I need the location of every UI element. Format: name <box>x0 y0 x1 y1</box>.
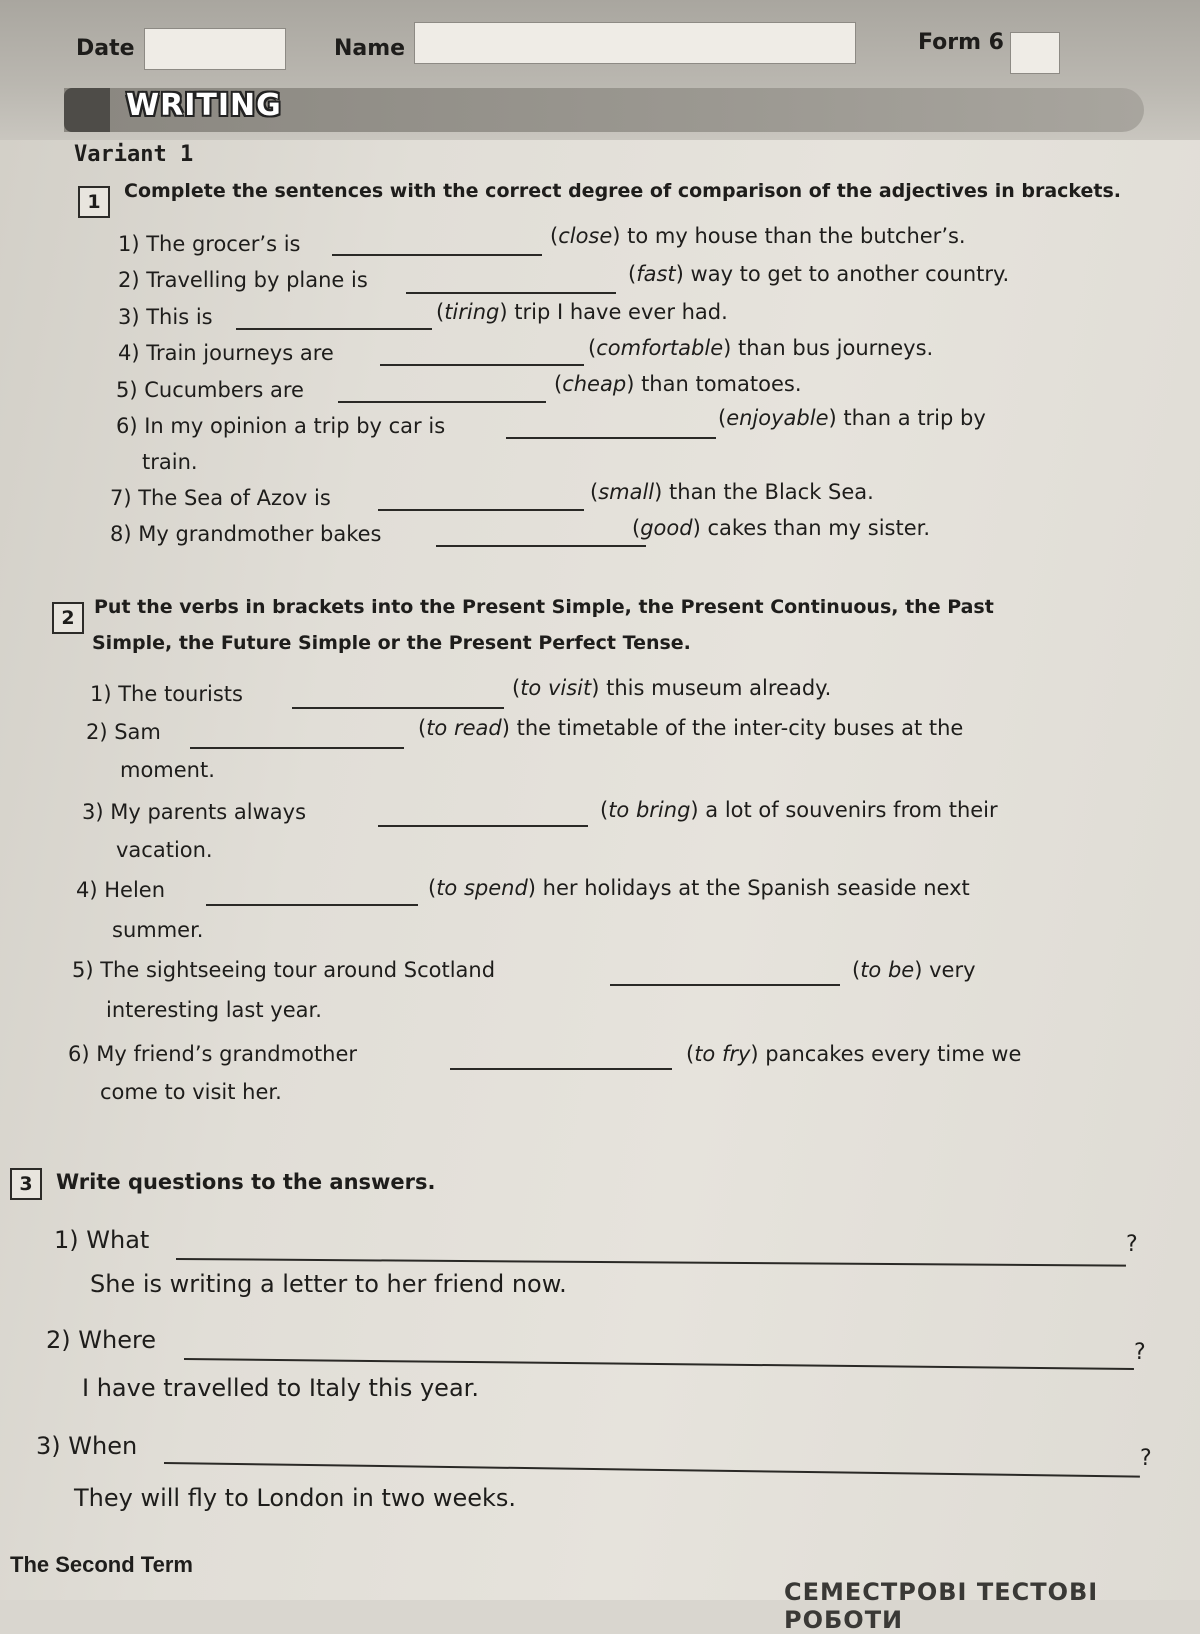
ex1-item-5-blank[interactable] <box>338 401 546 403</box>
ex1-item-8-blank[interactable] <box>436 545 646 547</box>
footer-term: The Second Term <box>10 1552 193 1577</box>
ex2-item-5-rest: (to be) very <box>852 958 976 982</box>
ex2-item-6-blank[interactable] <box>450 1068 672 1070</box>
ex1-item-2-blank[interactable] <box>406 292 616 294</box>
ex2-item-3-blank[interactable] <box>378 825 588 827</box>
ex3-item-2-answer: I have travelled to Italy this year. <box>82 1374 479 1402</box>
ex1-item-7-blank[interactable] <box>378 509 584 511</box>
exercise-2-instruction-line-1: Put the verbs in brackets into the Present Simple, the Present Continuous, the Past <box>94 596 994 618</box>
ex1-item-1-rest: (close) to my house than the butcher’s. <box>550 224 966 248</box>
section-title-tab <box>64 88 110 132</box>
ex3-item-3-answer: They will fly to London in two weeks. <box>74 1484 517 1512</box>
ex3-item-1-blank[interactable] <box>176 1258 1126 1267</box>
date-field[interactable] <box>144 28 286 70</box>
ex2-item-4-rest: (to spend) her holidays at the Spanish seaside next <box>428 876 970 900</box>
ex2-item-4-text: 4) Helen <box>76 878 166 902</box>
ex3-item-2-blank[interactable] <box>184 1358 1134 1370</box>
exercise-2-instruction-line-2: Simple, the Future Simple or the Present Perfect Tense. <box>92 632 691 654</box>
variant-title: Variant 1 <box>74 142 194 167</box>
ex2-item-6-text: 6) My friend’s grandmother <box>68 1042 358 1066</box>
ex2-item-5-blank[interactable] <box>610 984 840 986</box>
name-field[interactable] <box>414 22 856 64</box>
ex2-item-3-rest: (to bring) a lot of souvenirs from their <box>600 798 998 822</box>
ex3-item-1-answer: She is writing a letter to her friend now. <box>90 1270 567 1298</box>
exercise-3-number: 3 <box>10 1168 42 1200</box>
ex3-item-1-text: 1) What <box>54 1226 150 1254</box>
ex2-item-1-text: 1) The tourists <box>90 682 243 706</box>
ex2-item-6-continuation: come to visit her. <box>100 1080 282 1104</box>
ex3-item-3-text: 3) When <box>36 1432 138 1460</box>
ex1-item-4-text: 4) Train journeys are <box>118 341 334 365</box>
ex2-item-4-continuation: summer. <box>112 918 204 942</box>
ex1-item-1-text: 1) The grocer’s is <box>118 232 301 256</box>
ex1-item-7-rest: (small) than the Black Sea. <box>590 480 874 504</box>
ex2-item-2-rest: (to read) the timetable of the inter-city buses at the <box>418 716 964 740</box>
ex2-item-5-continuation: interesting last year. <box>106 998 322 1022</box>
ex2-item-5-text: 5) The sightseeing tour around Scotland <box>72 958 496 982</box>
footer-series-title: СЕМЕСТРОВІ ТЕСТОВІ РОБОТИ <box>784 1578 1099 1634</box>
ex2-item-3-continuation: vacation. <box>116 838 213 862</box>
ex2-item-4-blank[interactable] <box>206 904 418 906</box>
ex1-item-4-blank[interactable] <box>380 364 584 366</box>
ex2-item-6-rest: (to fry) pancakes every time we <box>686 1042 1022 1066</box>
ex2-item-1-blank[interactable] <box>292 707 504 709</box>
ex2-item-2-blank[interactable] <box>190 747 404 749</box>
name-label: Name <box>334 36 406 61</box>
exercise-1-instruction: Complete the sentences with the correct degree of comparison of the adjectives in brackets. <box>124 180 1122 202</box>
ex1-item-1-blank[interactable] <box>332 254 542 256</box>
ex1-item-4-rest: (comfortable) than bus journeys. <box>588 336 934 360</box>
form-label: Form 6 <box>918 30 1004 55</box>
ex2-item-2-continuation: moment. <box>120 758 215 782</box>
section-title: WRITING <box>126 88 282 123</box>
date-label: Date <box>76 36 135 61</box>
ex1-item-8-rest: (good) cakes than my sister. <box>632 516 931 540</box>
ex1-item-6-rest: (enjoyable) than a trip by <box>718 406 986 430</box>
exercise-1-number: 1 <box>78 186 110 218</box>
ex1-item-3-blank[interactable] <box>236 328 432 330</box>
ex3-item-3-blank[interactable] <box>164 1462 1140 1478</box>
ex1-item-3-text: 3) This is <box>118 305 213 329</box>
ex2-item-3-text: 3) My parents always <box>82 800 307 824</box>
ex3-item-2-text: 2) Where <box>46 1326 157 1354</box>
ex1-item-8-text: 8) My grandmother bakes <box>110 522 382 546</box>
ex1-item-5-text: 5) Cucumbers are <box>116 378 304 402</box>
ex1-item-6-blank[interactable] <box>506 437 716 439</box>
ex1-item-3-rest: (tiring) trip I have ever had. <box>436 300 728 324</box>
ex3-item-2-question-mark: ? <box>1134 1340 1146 1365</box>
exercise-3-instruction: Write questions to the answers. <box>56 1170 436 1194</box>
form-field[interactable] <box>1010 32 1060 74</box>
ex3-item-3-question-mark: ? <box>1140 1446 1152 1471</box>
ex1-item-6-text: 6) In my opinion a trip by car is <box>116 414 446 438</box>
ex2-item-2-text: 2) Sam <box>86 720 161 744</box>
ex1-item-5-rest: (cheap) than tomatoes. <box>554 372 802 396</box>
exercise-2-number: 2 <box>52 602 84 634</box>
ex3-item-1-question-mark: ? <box>1126 1232 1138 1257</box>
ex1-item-6-continuation: train. <box>142 450 198 474</box>
ex2-item-1-rest: (to visit) this museum already. <box>512 676 832 700</box>
ex1-item-2-text: 2) Travelling by plane is <box>118 268 368 292</box>
ex1-item-2-rest: (fast) way to get to another country. <box>628 262 1010 286</box>
ex1-item-7-text: 7) The Sea of Azov is <box>110 486 331 510</box>
